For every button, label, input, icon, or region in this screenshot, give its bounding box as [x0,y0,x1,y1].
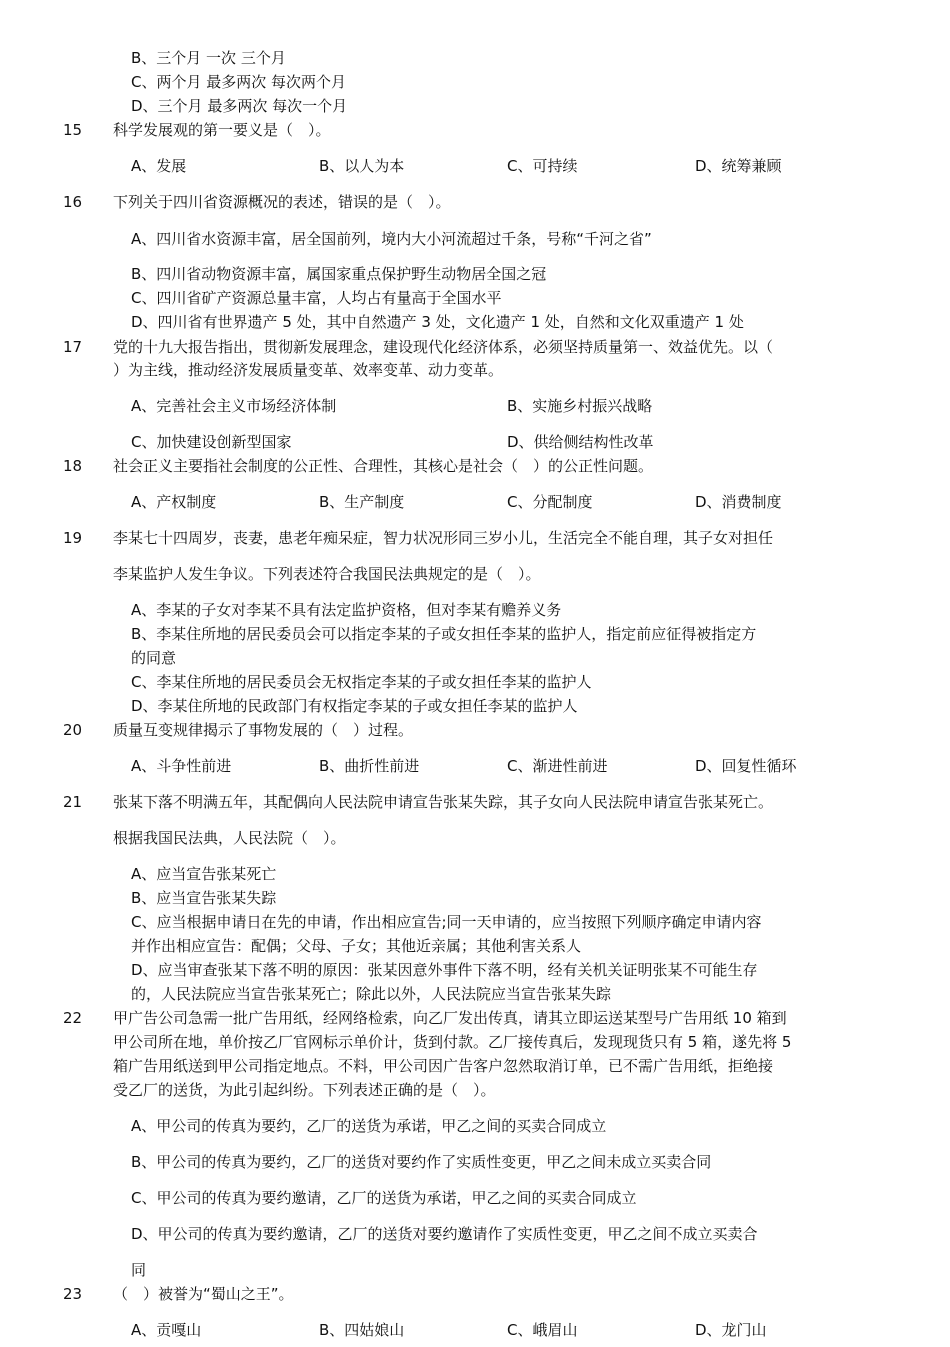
option-item: C、两个月 最多两次 每次两个月 [131,73,347,91]
option-item: A、贡嘎山 [131,1321,202,1339]
option-item: C、加快建设创新型国家 [131,433,292,451]
option-item: D、消费制度 [695,493,782,511]
option-item: B、生产制度 [319,493,405,511]
option-item: B、四川省动物资源丰富，属国家重点保护野生动物居全国之冠 [131,265,547,283]
question-number: 19 [63,529,83,547]
option-item: D、龙门山 [695,1321,767,1339]
question-number: 15 [63,121,83,139]
question-stem: （ ）被誉为“蜀山之王”。 [113,1285,294,1303]
question-number: 16 [63,193,83,211]
question-stem: ）为主线，推动经济发展质量变革、效率变革、动力变革。 [113,361,504,379]
option-item: C、渐进性前进 [507,757,608,775]
question-stem: 根据我国民法典，人民法院（ ）。 [113,829,346,847]
option-item: 的，人民法院应当宣告张某死亡；除此以外，人民法院应当宣告张某失踪 [131,985,612,1003]
question-number: 23 [63,1285,83,1303]
question-stem: 李某监护人发生争议。下列表述符合我国民法典规定的是（ ）。 [113,565,541,583]
option-item: B、李某住所地的居民委员会可以指定李某的子或女担任李某的监护人，指定前应征得被指定方 [131,625,757,643]
question-stem: 科学发展观的第一要义是（ ）。 [113,121,331,139]
option-item: A、完善社会主义市场经济体制 [131,397,337,415]
option-item: C、甲公司的传真为要约邀请，乙厂的送货为承诺，甲乙之间的买卖合同成立 [131,1189,637,1207]
option-item: A、产权制度 [131,493,217,511]
question-stem: 质量互变规律揭示了事物发展的（ ）过程。 [113,721,414,739]
option-item: 的同意 [131,649,177,667]
option-item: B、应当宣告张某失踪 [131,889,277,907]
question-stem: 甲公司所在地，单价按乙厂官网标示单价计，货到付款。乙厂接传真后，发现现货只有 5 箱，遂先将 5 [113,1033,792,1051]
option-item: A、李某的子女对李某不具有法定监护资格，但对李某有赡养义务 [131,601,562,619]
question-stem: 下列关于四川省资源概况的表述，错误的是（ ）。 [113,193,451,211]
option-item: A、发展 [131,157,187,175]
option-item: D、三个月 最多两次 每次一个月 [131,97,348,115]
option-item: C、分配制度 [507,493,593,511]
option-item: D、应当审查张某下落不明的原因：张某因意外事件下落不明，经有关机关证明张某不可能生存 [131,961,758,979]
option-item: 同 [131,1261,147,1279]
question-number: 21 [63,793,83,811]
option-item: C、四川省矿产资源总量丰富，人均占有量高于全国水平 [131,289,502,307]
option-item: D、统筹兼顾 [695,157,782,175]
option-item: A、甲公司的传真为要约，乙厂的送货为承诺，甲乙之间的买卖合同成立 [131,1117,607,1135]
question-number: 17 [63,338,83,356]
option-item: B、三个月 一次 三个月 [131,49,286,67]
option-item: B、四姑娘山 [319,1321,405,1339]
option-item: A、斗争性前进 [131,757,232,775]
option-item: B、实施乡村振兴战略 [507,397,653,415]
question-stem: 李某七十四周岁，丧妻，患老年痴呆症，智力状况形同三岁小儿，生活完全不能自理，其子女对担任 [113,529,774,547]
question-stem: 箱广告用纸送到甲公司指定地点。不料，甲公司因广告客户忽然取消订单，已不需广告用纸，拒绝接 [113,1057,774,1075]
option-item: 并作出相应宣告：配偶；父母、子女；其他近亲属；其他利害关系人 [131,937,582,955]
option-item: A、四川省水资源丰富，居全国前列，境内大小河流超过千条，号称“千河之省” [131,230,652,248]
option-item: C、可持续 [507,157,578,175]
option-item: B、甲公司的传真为要约，乙厂的送货对要约作了实质性变更，甲乙之间未成立买卖合同 [131,1153,712,1171]
option-item: D、供给侧结构性改革 [507,433,654,451]
option-item: B、曲折性前进 [319,757,420,775]
question-stem: 党的十九大报告指出，贯彻新发展理念，建设现代化经济体系，必须坚持质量第一、效益优先。以（ [113,338,774,356]
option-item: D、李某住所地的民政部门有权指定李某的子或女担任李某的监护人 [131,697,578,715]
question-stem: 张某下落不明满五年，其配偶向人民法院申请宣告张某失踪，其子女向人民法院申请宣告张某死亡。 [113,793,774,811]
question-stem: 社会正义主要指社会制度的公正性、合理性，其核心是社会（ ）的公正性问题。 [113,457,654,475]
question-number: 22 [63,1009,83,1027]
question-stem: 受乙厂的送货，为此引起纠纷。下列表述正确的是（ ）。 [113,1081,496,1099]
option-item: C、李某住所地的居民委员会无权指定李某的子或女担任李某的监护人 [131,673,592,691]
option-item: D、四川省有世界遗产 5 处，其中自然遗产 3 处，文化遗产 1 处，自然和文化双重遗产 1 处 [131,313,744,331]
option-item: A、应当宣告张某死亡 [131,865,277,883]
option-item: C、峨眉山 [507,1321,578,1339]
question-number: 20 [63,721,83,739]
option-item: D、甲公司的传真为要约邀请，乙厂的送货对要约邀请作了实质性变更，甲乙之间不成立买卖合 [131,1225,758,1243]
option-item: C、应当根据申请日在先的申请，作出相应宣告;同一天申请的，应当按照下列顺序确定申请内容 [131,913,762,931]
question-stem: 甲广告公司急需一批广告用纸，经网络检索，向乙厂发出传真，请其立即运送某型号广告用纸 10 箱到 [113,1009,787,1027]
option-item: D、回复性循环 [695,757,797,775]
question-number: 18 [63,457,83,475]
option-item: B、以人为本 [319,157,405,175]
